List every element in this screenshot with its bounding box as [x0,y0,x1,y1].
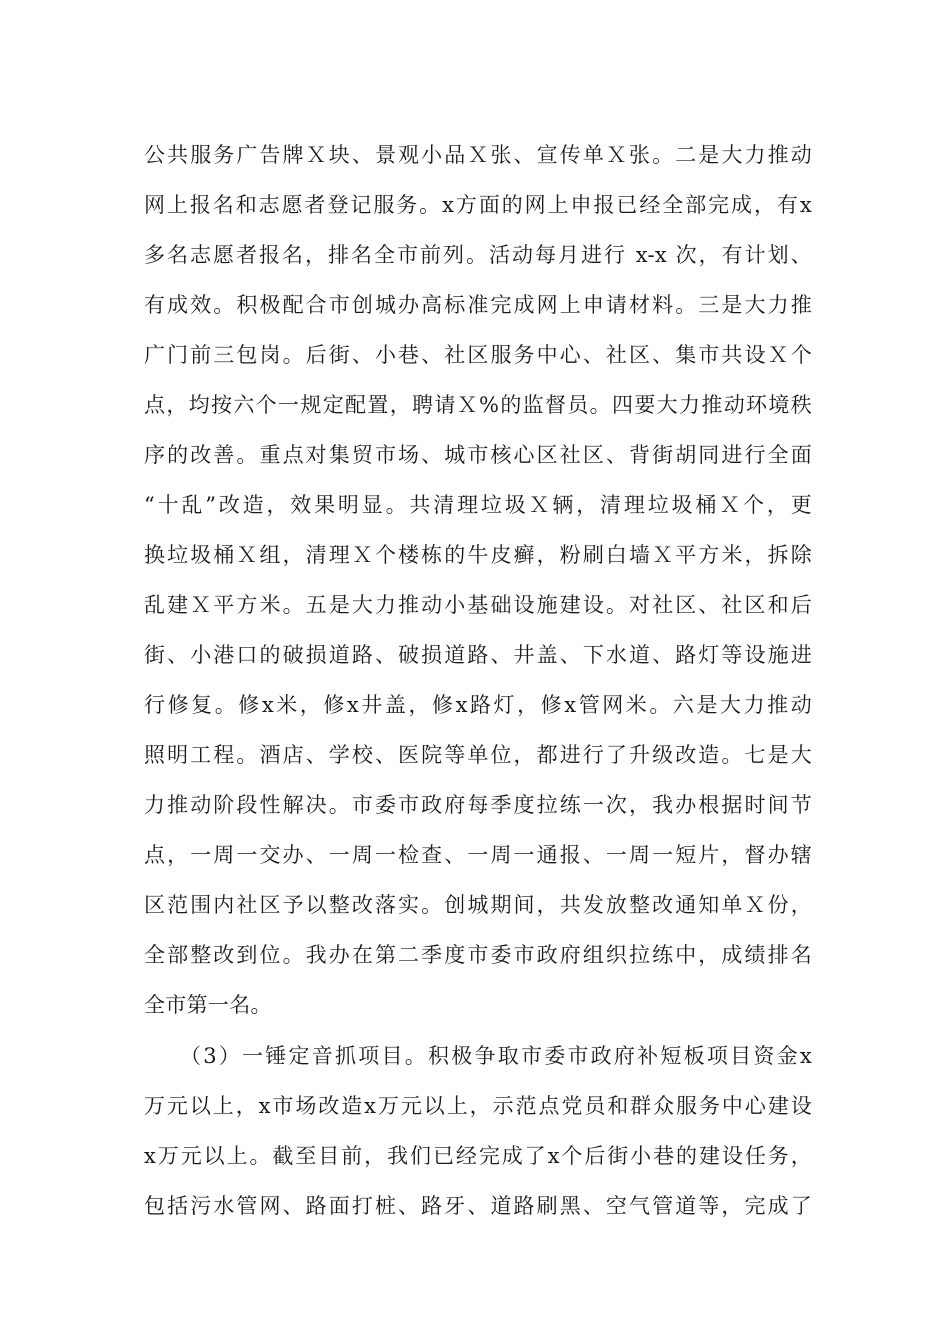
text-line: “十乱”改造，效果明显。共清理垃圾Ｘ辆，清理垃圾桶Ｘ个，更 [144,493,812,517]
text-line: 点，一周一交办、一周一检查、一周一通报、一周一短片，督办辖 [144,843,812,867]
text-line: 序的改善。重点对集贸市场、城市核心区社区、背街胡同进行全面 [144,443,812,467]
text-line: 换垃圾桶Ｘ组，清理Ｘ个楼栋的牛皮癣，粉刷白墙Ｘ平方米，拆除 [144,543,812,567]
text-line: 点，均按六个一规定配置，聘请Ｘ%的监督员。四要大力推动环境秩 [144,393,812,417]
text-line: 照明工程。酒店、学校、医院等单位，都进行了升级改造。七是大 [144,743,812,767]
text-line: 网上报名和志愿者登记服务。x方面的网上申报已经全部完成，有x [144,193,812,217]
text-line: 广门前三包岗。后街、小巷、社区服务中心、社区、集市共设Ｘ个 [144,343,812,367]
text-line: 乱建Ｘ平方米。五是大力推动小基础设施建设。对社区、社区和后 [144,593,812,617]
text-line: 万元以上，x市场改造x万元以上，示范点党员和群众服务中心建设 [144,1094,812,1118]
text-line: 全市第一名。 [144,993,272,1017]
text-line: 公共服务广告牌Ｘ块、景观小品Ｘ张、宣传单Ｘ张。二是大力推动 [144,143,812,167]
text-line: 包括污水管网、路面打桩、路牙、道路刷黑、空气管道等，完成了 [144,1194,812,1218]
text-line: （3）一锤定音抓项目。积极争取市委市政府补短板项目资金x [144,1044,812,1068]
text-line: 力推动阶段性解决。市委市政府每季度拉练一次，我办根据时间节 [144,793,812,817]
text-line: 行修复。修x米，修x井盖，修x路灯，修x管网米。六是大力推动 [144,693,812,717]
text-line: 区范围内社区予以整改落实。创城期间，共发放整改通知单Ｘ份， [144,893,812,917]
text-line: x万元以上。截至目前，我们已经完成了x个后街小巷的建设任务， [144,1144,812,1168]
text-line: 全部整改到位。我办在第二季度市委市政府组织拉练中，成绩排名 [144,943,812,967]
text-line: 有成效。积极配合市创城办高标准完成网上申请材料。三是大力推 [144,293,812,317]
text-line: 街、小港口的破损道路、破损道路、井盖、下水道、路灯等设施进 [144,643,812,667]
text-line: 多名志愿者报名，排名全市前列。活动每月进行 x-x 次，有计划、 [144,243,812,267]
